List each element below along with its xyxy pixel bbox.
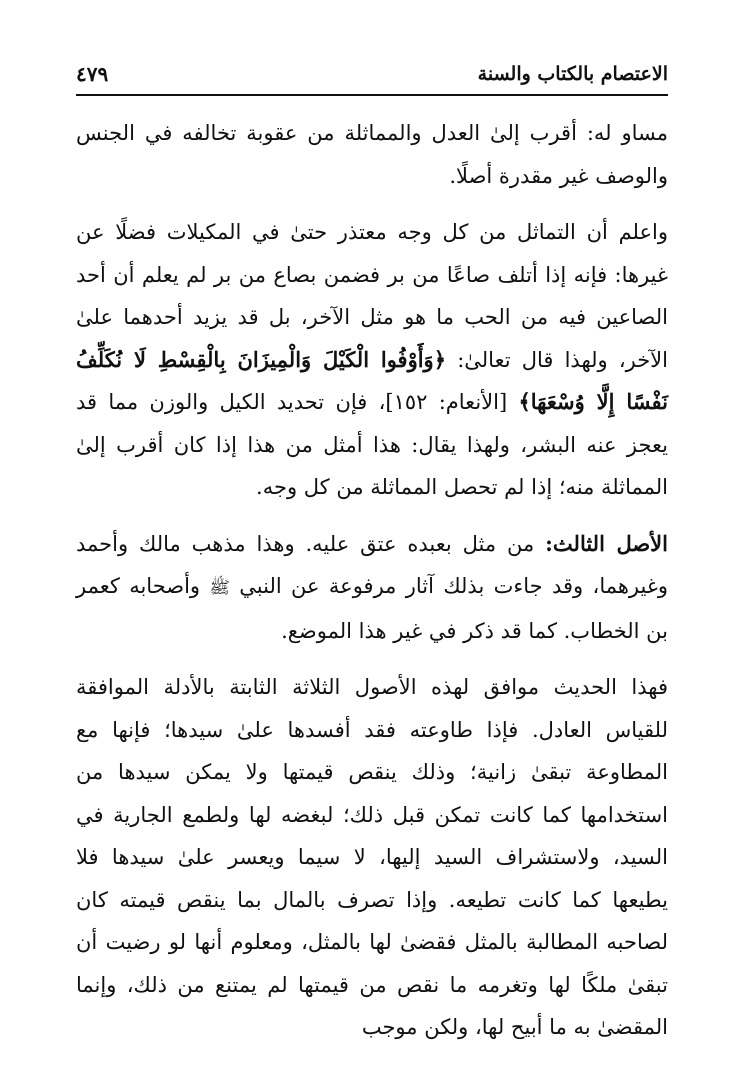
paragraph-3 xyxy=(76,523,668,653)
paragraph-1 xyxy=(76,112,668,197)
running-title: الاعتصام بالكتاب والسنة xyxy=(477,63,668,85)
page-number: ٤٧٩ xyxy=(76,62,109,86)
page-body xyxy=(76,112,668,1063)
paragraph-text xyxy=(76,211,668,509)
page-header xyxy=(76,54,668,96)
paragraph-text-part: من مثل بعبده عتق عليه. وهذا مذهب مالك وأحمد وغيرهما، وقد جاءت بذلك آثار مرفوعة عن النبي xyxy=(76,531,668,598)
paragraph-text xyxy=(76,523,668,653)
paragraph-text-part: ، فإن تحديد الكيل والوزن مما قد يعجز عنه البشر، ولهذا يقال: هذا أمثل من هذا إذا كان أقرب إلىٰ المماثلة منه؛ إذا لم تحصل المماثلة من كل وجه. xyxy=(76,390,668,499)
paragraph-text: مساو له: أقرب إلىٰ العدل والمماثلة من عقوبة تخالفه في الجنس والوصف غير مقدرة أصلًا. xyxy=(76,121,668,188)
paragraph-4 xyxy=(76,666,668,1049)
section-heading: الأصل الثالث: xyxy=(545,530,668,556)
paragraph-text-part: واعلم أن التماثل من كل وجه معتذر حتىٰ في المكيلات فضلًا عن غيرها: فإنه إذا أتلف صاعًا من بر فضمن بصاع من بر لم يعلم أن أحد الصاعين فيه من الحب ما هو مثل الآخر، بل قد يزيد أحدهما علىٰ الآخر، ولهذا قال تعالىٰ: xyxy=(76,220,668,372)
quran-verse: ﴿وَأَوْفُوا الْكَيْلَ وَالْمِيزَانَ بِالْقِسْطِ لَا نُكَلِّفُ نَفْسًا إِلَّا وُسْعَهَا﴾ xyxy=(76,346,668,414)
verse-citation: [الأنعام: ١٥٢] xyxy=(385,390,508,414)
paragraph-text: فهذا الحديث موافق لهذه الأصول الثلاثة الثابتة بالأدلة الموافقة للقياس العادل. فإذا طاوعته فقد أفسدها علىٰ سيدها؛ فإنها مع المطاوعة تبقىٰ زانية؛ وذلك ينقص قيمتها ولا يمكن سيدها من استخدامها كما كانت تمكن قبل ذلك؛ لبغضه لها ولطمع الجارية في السيد، ولاستشراف السيد إليها، لا سيما ويعسر علىٰ سيدها فلا يطيعها كما كانت تطيعه. وإذا تصرف بالمال بما ينقص قيمته كان لصاحبه المطالبة بالمثل فقضىٰ لها بالمثل، ومعلوم أنها لو رضيت أن تبقىٰ ملكًا لها وتغرمه ما نقص من قيمتها لم يمتنع من ذلك، وإنما المقضىٰ به ما أبيح لها، ولكن موجب xyxy=(76,675,668,1039)
honorific-symbol: ﷺ xyxy=(209,578,230,598)
paragraph-2 xyxy=(76,211,668,509)
paragraph-text-part: وأصحابه كعمر بن الخطاب. كما قد ذكر في غير هذا الموضع. xyxy=(76,574,668,643)
